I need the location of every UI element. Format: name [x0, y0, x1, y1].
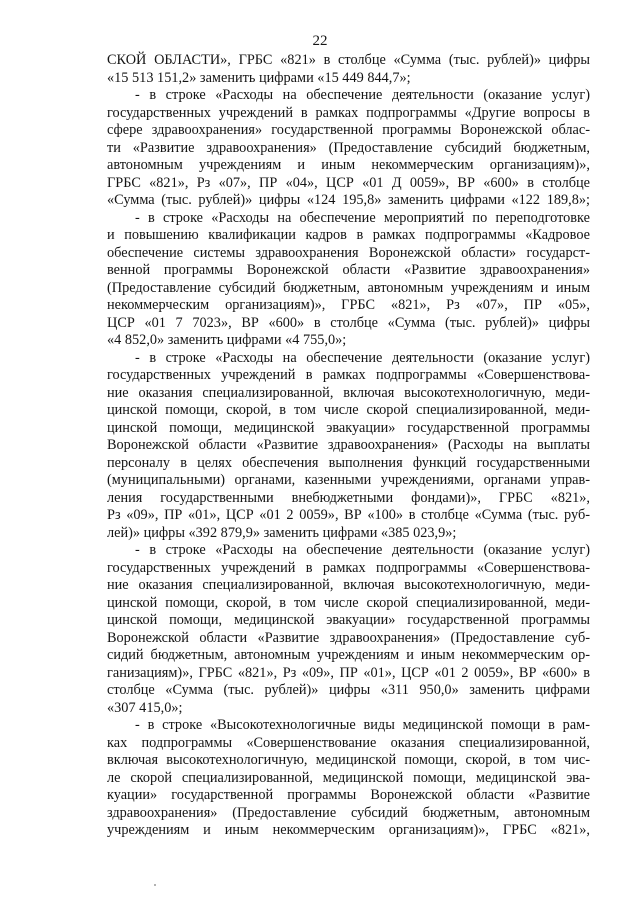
text-line: - в строке «Расходы на обеспечение деятельности (оказание услуг) [135, 542, 590, 558]
text-line: ние оказания специализированной, включая высокотехнологичную, меди- [107, 384, 590, 401]
text-line: цинской помощи, скорой, в том числе скорой специализированной, меди- [107, 402, 590, 418]
text-line: ле скорой специализированной, медицинской помощи, медицинской эва- [107, 769, 590, 786]
scan-speck [154, 884, 156, 886]
text-line: некоммерческим организациям)», ГРБС «821», Рз «07», ПР «05», [107, 297, 590, 313]
text-line: куации» государственной программы Воронежской области «Развитие [107, 787, 590, 803]
text-line: учреждениям и иным некоммерческим организациям)», ГРБС «821», [107, 822, 590, 838]
text-line: столбце «Сумма (тыс. рублей)» цифры «311 950,0» заменить цифрами [107, 682, 590, 698]
text-line: ГРБС «821», Рз «07», ПР «04», ЦСР «01 Д 0059», ВР «600» в столбце [107, 174, 590, 191]
paragraph-6 [107, 717, 590, 840]
paragraph-1 [107, 52, 590, 87]
paragraph-5 [107, 542, 590, 717]
text-line: венной программы Воронежской области «Развитие здравоохранения» [107, 262, 590, 278]
text-line: ЦСР «01 7 7023», ВР «600» в столбце «Сумма (тыс. рублей)» цифры [107, 314, 590, 331]
text-line: «307 415,0»; [107, 699, 183, 716]
paragraph-3 [107, 210, 590, 350]
text-line: цинской помощи, медицинской эвакуации» государственной программы [107, 612, 590, 628]
text-line: государственных учреждений в рамках подпрограммы «Совершенствова- [107, 367, 590, 383]
text-line: сфере здравоохранения» государственной программы Воронежской облас- [107, 122, 590, 138]
text-line: ках подпрограммы «Совершенствование оказания специализированной, [107, 734, 590, 751]
text-line: - в строке «Высокотехнологичные виды медицинской помощи в рам- [135, 717, 590, 733]
text-line: и повышению квалификации кадров в рамках подпрограммы «Кадровое [107, 227, 590, 243]
text-line: «Сумма (тыс. рублей)» цифры «124 195,8» заменить цифрами «122 189,8»; [107, 192, 590, 208]
text-line: обеспечение системы здравоохранения Воронежской области» государст- [107, 244, 590, 261]
text-line: - в строке «Расходы на обеспечение деятельности (оказание услуг) [135, 349, 590, 366]
text-line: ления государственными внебюджетными фондами)», ГРБС «821», [107, 489, 590, 506]
text-line: включая высокотехнологичную, медицинской помощи, скорой, в том чис- [107, 752, 590, 768]
text-line: сидий бюджетным, автономным учреждениям и иным некоммерческим ор- [107, 647, 590, 663]
text-line: Рз «09», ПР «01», ЦСР «01 2 0059», ВР «100» в столбце «Сумма (тыс. руб- [107, 507, 590, 523]
text-line: - в строке «Расходы на обеспечение мероприятий по переподготовке [135, 209, 590, 226]
text-line: государственных учреждений в рамках подпрограммы «Другие вопросы в [107, 104, 590, 121]
text-line: автономным учреждениям и иным некоммерческим организациям)», [107, 157, 590, 173]
text-line: «4 852,0» заменить цифрами «4 755,0»; [107, 332, 347, 348]
text-line: ти «Развитие здравоохранения» (Предоставление субсидий бюджетным, [107, 139, 590, 156]
text-line: - в строке «Расходы на обеспечение деятельности (оказание услуг) [135, 87, 590, 103]
text-line: (Предоставление субсидий бюджетным, автономным учреждениям и иным [107, 279, 590, 296]
text-line: цинской помощи, скорой, в том числе скорой специализированной, меди- [107, 594, 590, 611]
text-line: здравоохранения» (Предоставление субсидий бюджетным, автономным [107, 804, 590, 821]
text-line: ние оказания специализированной, включая высокотехнологичную, меди- [107, 577, 590, 593]
text-line: СКОЙ ОБЛАСТИ», ГРБС «821» в столбце «Сумма (тыс. рублей)» цифры [107, 52, 590, 68]
document-body [107, 52, 590, 840]
text-line: «15 513 151,2» заменить цифрами «15 449 844,7»; [107, 69, 411, 86]
text-line: государственных учреждений в рамках подпрограммы «Совершенствова- [107, 559, 590, 576]
page-number: 22 [312, 33, 328, 49]
text-line: Воронежской области «Развитие здравоохранения» (Предоставление суб- [107, 629, 590, 646]
paragraph-2 [107, 87, 590, 210]
text-line: персоналу в целях обеспечения выполнения функций государственными [107, 454, 590, 471]
text-line: (муниципальными) органами, казенными учреждениями, органами управ- [107, 472, 590, 488]
text-line: Воронежской области «Развитие здравоохранения» (Расходы на выплаты [107, 437, 590, 453]
text-line: ганизациям)», ГРБС «821», Рз «09», ПР «01», ЦСР «01 2 0059», ВР «600» в [107, 664, 590, 681]
paragraph-4 [107, 350, 590, 543]
text-line: лей)» цифры «392 879,9» заменить цифрами «385 023,9»; [107, 524, 457, 541]
text-line: цинской помощи, медицинской эвакуации» государственной программы [107, 419, 590, 436]
